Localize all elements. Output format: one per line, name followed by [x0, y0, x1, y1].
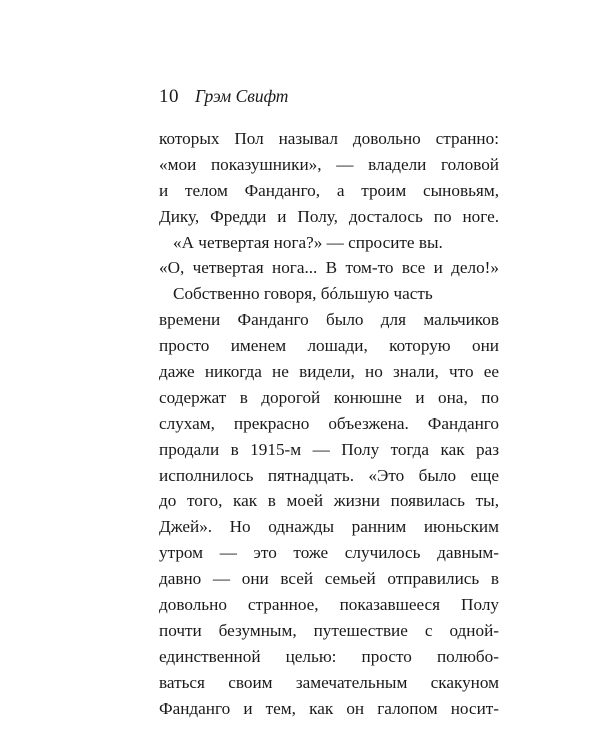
text-line: исполнилось пятнадцать. «Это было еще	[159, 465, 499, 485]
text-line: которых Пол называл довольно странно:	[159, 129, 499, 148]
text-line: единственной целью: просто полюбо-	[159, 646, 499, 666]
text-line: Фанданго и тем, как он галопом носит-	[159, 698, 499, 718]
text-line: ваться своим замечательным скакуном	[159, 672, 499, 692]
text-line: времени Фанданго было для мальчиков	[159, 310, 499, 330]
text-line: почти безумным, путешествие с одной-	[159, 620, 499, 640]
text-line: содержат в дорогой конюшне и она, по	[159, 387, 499, 407]
text-line: и телом Фанданго, а троим сыновьям,	[159, 180, 499, 200]
text-line: «А четвертая нога?» — спросите вы.	[173, 232, 443, 252]
text-line: «мои показушники», — владели головой	[159, 154, 499, 174]
text-line: давно — они всей семьей отправились в	[159, 569, 499, 589]
text-line: Джей». Но однажды ранним июньским	[159, 517, 499, 537]
text-line: слухам, прекрасно объезжена. Фанданго	[159, 413, 499, 433]
page-number: 10	[159, 86, 179, 107]
text-line: «О, четвертая нога... В том-то все и дело!»	[159, 258, 499, 278]
text-line: довольно странное, показавшееся Полу	[159, 595, 499, 615]
running-head	[159, 86, 499, 112]
running-title: Грэм Свифт	[195, 86, 289, 106]
body-text	[159, 126, 499, 721]
text-line: до того, как в моей жизни появилась ты,	[159, 491, 499, 511]
text-line: Дику, Фредди и Полу, досталось по ноге.	[159, 206, 499, 226]
text-line: Собственно говоря, бóльшую часть	[173, 284, 433, 304]
text-line: даже никогда не видели, но знали, что ее	[159, 362, 499, 382]
text-line: утром — это тоже случилось давным-	[159, 543, 499, 563]
text-line: продали в 1915-м — Полу тогда как раз	[159, 439, 499, 459]
text-line: просто именем лошади, которую они	[159, 336, 499, 356]
